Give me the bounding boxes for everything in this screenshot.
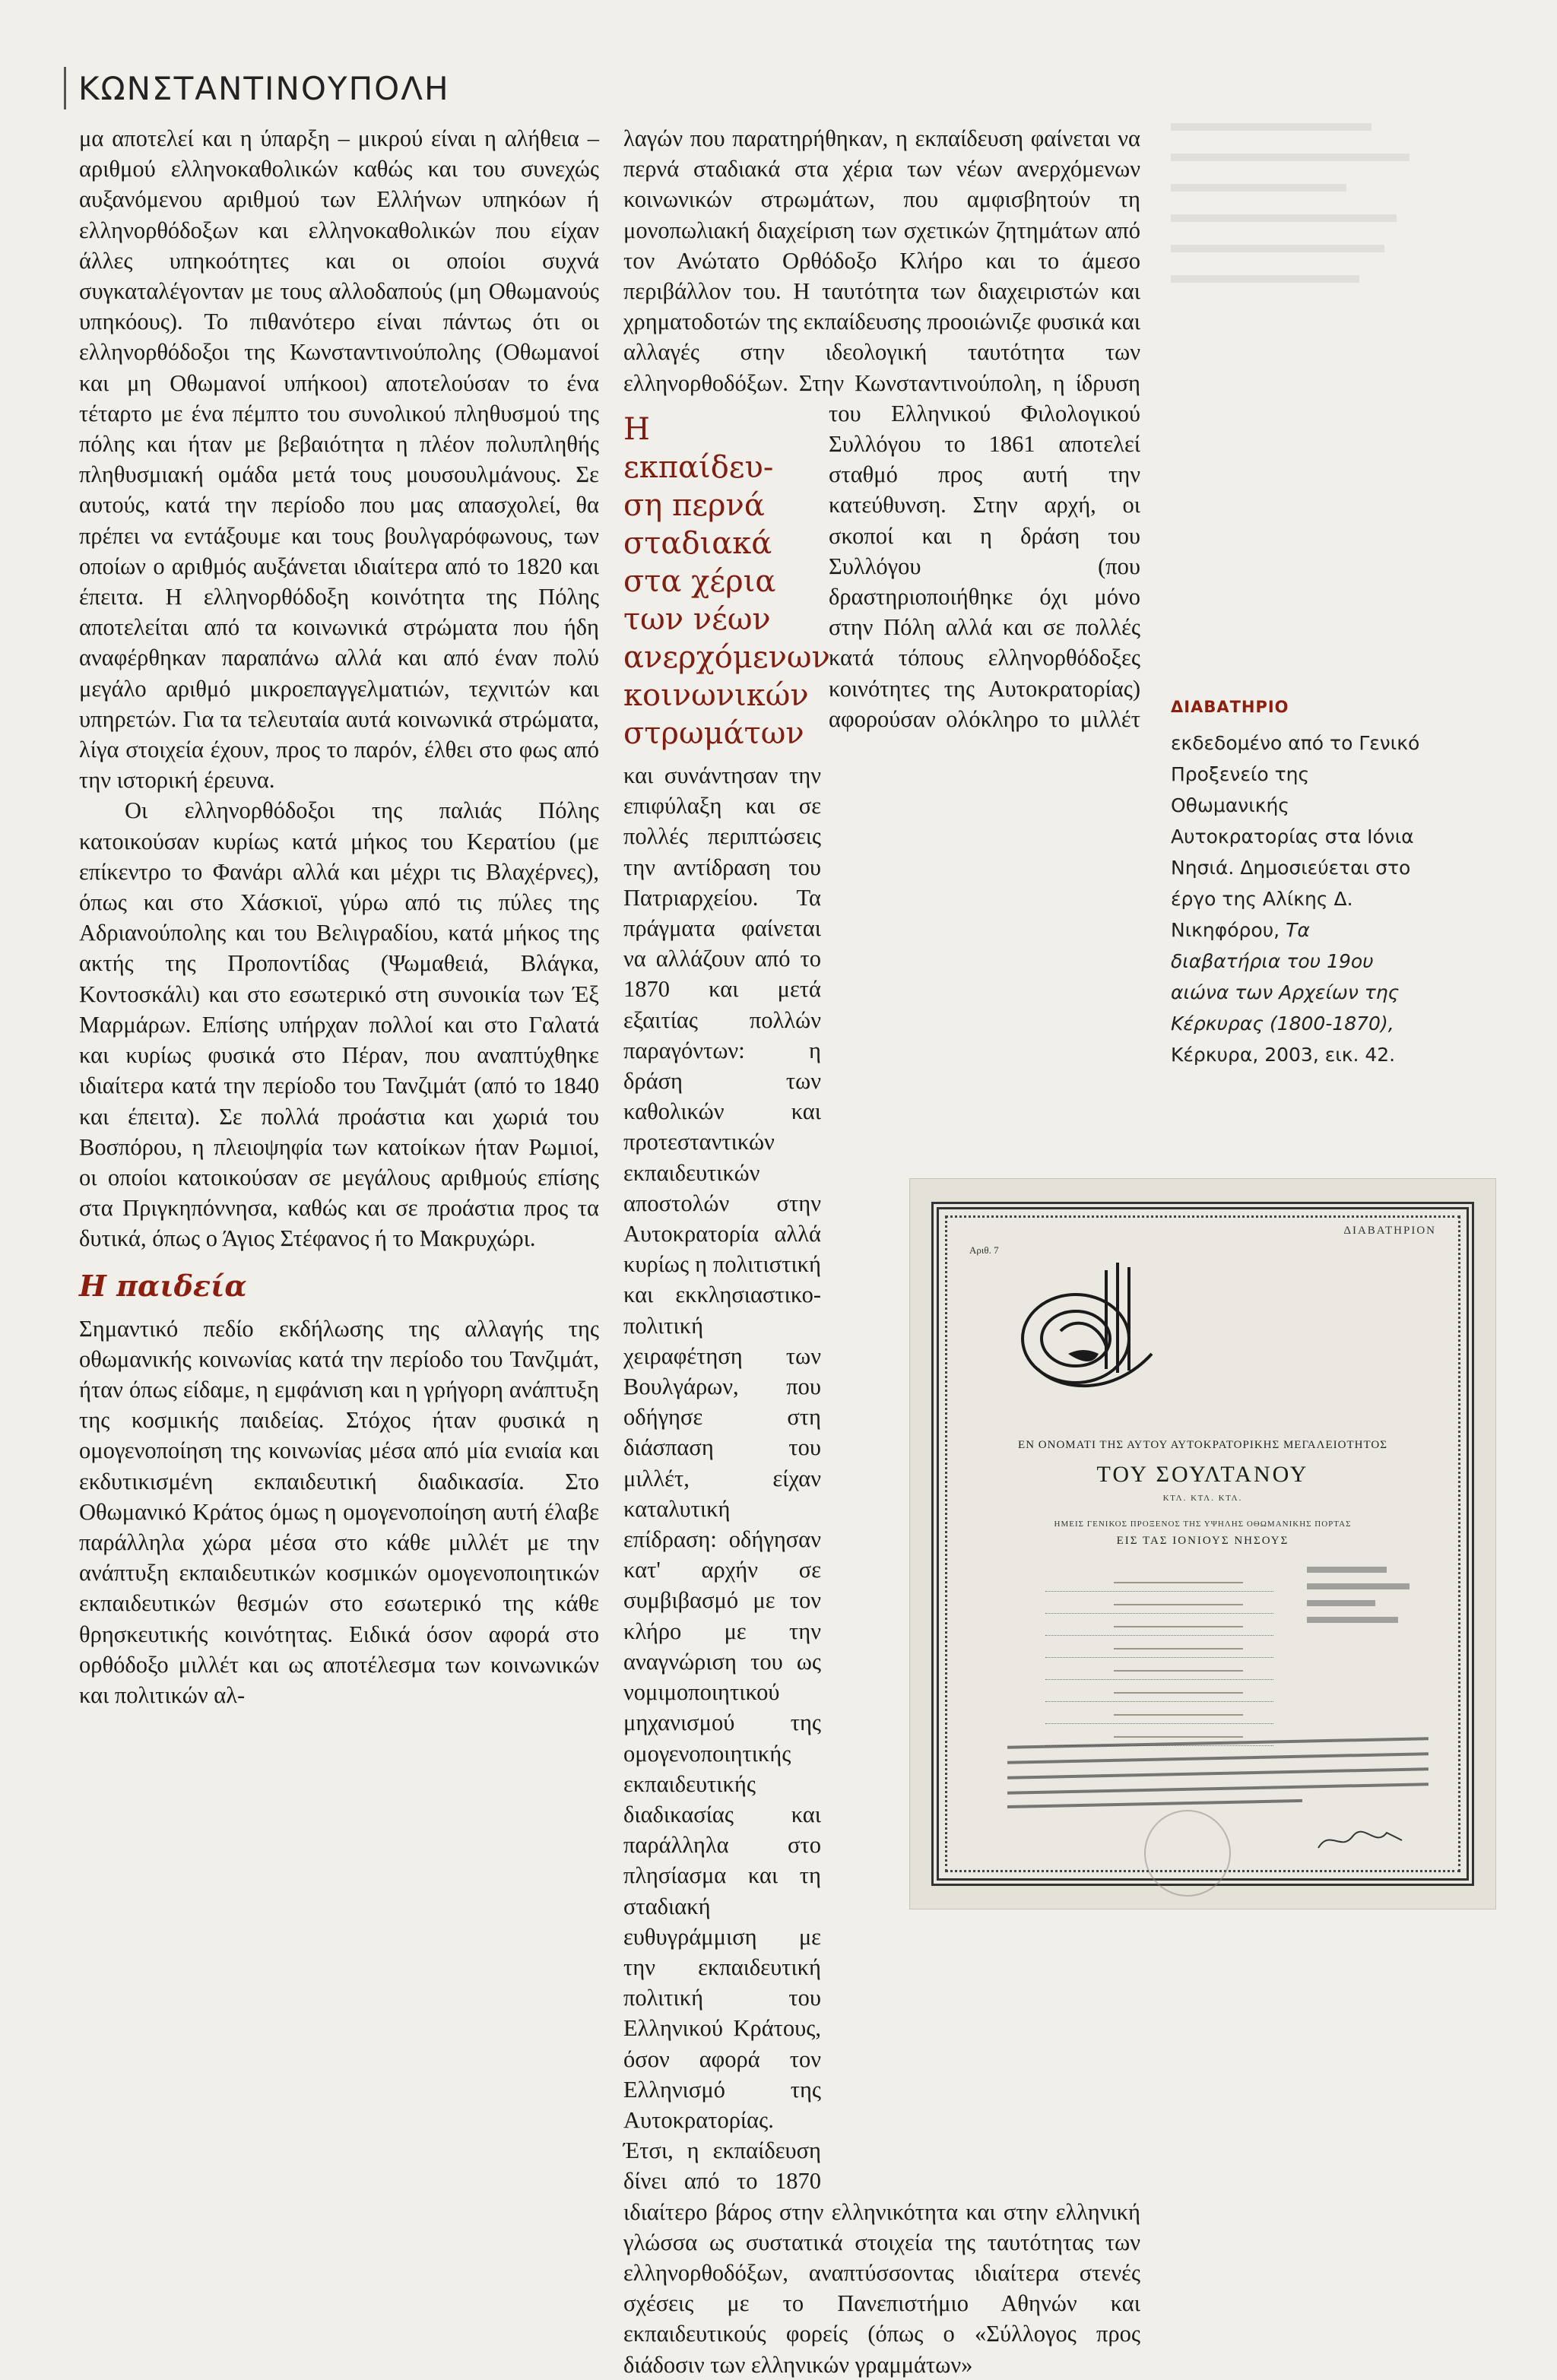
passport-image (909, 1178, 1496, 1909)
section-heading: Η παιδεία (79, 1268, 247, 1303)
passport-seal (1144, 1810, 1231, 1897)
pullquote-line: στρωμάτων (623, 716, 804, 751)
header-rule (64, 67, 66, 109)
passport-frame (931, 1202, 1474, 1886)
passport-ref: Αριθ. 7 (969, 1244, 999, 1256)
passport-line-5: ΕΙΣ ΤΑΣ ΙΟΝΙΟΥΣ ΝΗΣΟΥΣ (1116, 1535, 1289, 1547)
bleed-through-text (1171, 123, 1422, 397)
passport-corner-title: ΔΙΑΒΑΤΗΡΙΟΝ (1343, 1225, 1436, 1237)
signature-icon (1314, 1825, 1406, 1856)
passport-right-notes (1307, 1567, 1421, 1634)
passport-line-4: ΗΜΕΙΣ ΓΕΝΙΚΟΣ ΠΡΟΞΕΝΟΣ ΤΗΣ ΥΨΗΛΗΣ ΟΘΩΜΑΝΙΚΗΣ ΠΟΡΤΑΣ (1054, 1520, 1352, 1529)
caption-text: εκδεδομένο από το Γενικό Προξενείο της Οθωμανικής Αυτοκρατορίας στα Ιόνια Νησιά. Δημοσιεύεται στο έργο της Αλίκης Δ. Νικηφόρου, (1171, 732, 1420, 941)
left-paragraph-3: Σημαντικό πεδίο εκδήλωσης της αλλαγής της οθωμανικής κοινωνίας κατά την περίοδο του Τανζιμάτ, ήταν όπως είδαμε, η εμφάνιση και η γρήγορη ανάπτυξη της κοσμικής παιδείας. Στόχος ήταν φυσικά η ομογενοποίηση της κοινωνίας μέσα από μία ενιαία και εκδυτικισμένη εκπαιδευτική διαδικασία. Στο Οθωμανικό Κράτος όμως η ομογενοποίηση αυτή έλαβε παράλληλα χώρα μέσα στο κάθε μιλλέτ με την ανάπτυξη εκπαιδευτικών κοσμικών ομογενοποιητικών εκπαιδευτικών θεσμών στο εσωτερικό της κάθε θρησκευτικής κοινότητας. Ειδικά όσον αφορά στο ορθόδοξο μιλλέτ και ως αποτέλεσμα των κοινωνικών και πολιτικών αλ- (79, 1315, 599, 1708)
middle-paragraph: λαγών που παρατηρήθηκαν, η εκπαίδευση φαίνεται να περνά σταδιακά στα χέρια των νέων ανερχόμενων κοινωνικών στρωμάτων, που αμφισβητούν τη μονοπωλιακή διαχείριση των σχετικών ζητημάτων από τον Ανώτατο Ορθόδοξο Κλήρο και το άμεσο περιβάλλον του. Η ταυτότητα των διαχειριστών και χρηματοδοτών της εκπαίδευσης προοιώνιζε φυσικά και αλλαγές στην ιδεολογική ταυτότητα των ελληνορθοδόξων. Στην Κωνσταντινούπολη, η ίδρυση του Ελληνικού Φιλολογικού Συλλόγου το 1861 αποτελεί σταθμό προς αυτή την κατεύθυνση. Στην αρχή, οι σκοποί και η δράση του Συλλόγου (που δραστηριοποιήθηκε όχι μόνο στην Πόλη αλλά και σε πολλές κατά τόπους ελληνορθόδοξες κοινότητες της Αυτοκρατορίας) αφορούσαν ολόκληρο το μιλλέτ και συνάντησαν την επιφύλαξη και σε πολλές περιπτώσεις την αντίδραση του Πατριαρχείου. Τα πράγματα φαίνεται να αλλάζουν από το 1870 και μετά εξαιτίας πολλών παραγόντων: η δράση των καθολικών και προτεσταντικών εκπαιδευτικών αποστολών στην Αυτοκρατορία αλλά κυρίως η πολιτιστική και εκκλησιαστικο-πολιτική χειραφέτηση των Βουλγάρων, που οδήγησε στη διάσπαση του μιλλέτ, είχαν καταλυτική επίδραση: οδήγησαν κατ' αρχήν σε συμβιβασμό με τον κλήρο με την αναγνώριση του ως νομιμοποιητικού μηχανισμού της ομογενοποιητικής εκπαιδευτικής διαδικασίας και παράλληλα στο πλησίασμα και τη σταδιακή ευθυγράμμιση με την εκπαιδευτική πολιτική του Ελληνικού Κράτους, όσον αφορά τον Ελληνισμό της Αυτοκρατορίας. Έτσι, η εκπαίδευση δίνει από το 1870 ιδιαίτερο βάρος στην ελληνικότητα και στην ελληνική γλώσσα ως συστατικά στοιχεία της ταυτότητας των ελληνορθοδόξων, αναπτύσσοντας ιδιαίτερα στενές σχέσεις με το Πανεπιστήμιο Αθηνών και εκπαιδευτικούς φορείς (όπως ο «Σύλλογος προς διάδοσιν των ελληνικών γραμμάτων» (623, 125, 1140, 2378)
passport-line-3: ΚΤΛ. ΚΤΛ. ΚΤΛ. (1162, 1494, 1243, 1503)
pullquote-line: κοινωνικών (623, 678, 809, 713)
figure-caption (1171, 692, 1422, 1070)
left-paragraph-2: Οι ελληνορθόδοξοι της παλιάς Πόλης κατοικούσαν κυρίως κατά μήκος του Κερατίου (με επίκεντρο το Φανάρι αλλά και μέχρι τις Βλαχέρνες), όπως και στο Χάσκιοϊ, γύρω από τις πύλες της Αδριανούπολης και του Βελιγραδίου, κατά μήκος της ακτής της Προποντίδας (Ψωμαθειά, Βλάγκα, Κοντοσκάλι) και στο εσωτερικό στη συνοικία των Έξ Μαρμάρων. Επίσης υπήρχαν πολλοί και στο Γαλατά και κυρίως φυσικά στο Πέραν, που αναπτύχθηκε ιδιαίτερα κατά την περίοδο του Τανζιμάτ (από το 1840 και έπειτα). Σε πολλά προάστια και χωριά του Βοσπόρου, η πλειοψηφία των κατοίκων ήταν Ρωμιοί, οι οποίοι κατοικούσαν σε μεγάλους αριθμούς επίσης στα Πριγκηπόννησα, καθώς και σε προάστια προς τα δυτικά, όπως ο Άγιος Στέφανος ή το Μακρυχώρι. (79, 797, 599, 1252)
caption-title: ΔΙΑΒΑΤΗΡΙΟ (1171, 698, 1289, 716)
tughra-icon (992, 1240, 1175, 1422)
left-paragraph-1: μα αποτελεί και η ύπαρξη – μικρού είναι η αλήθεια – αριθμού ελληνοκαθολικών καθώς και του συνεχώς αυξανόμενου αριθμού των Ελλήνων υπηκόων ή ελληνορθόδοξων και ελληνοκαθολικών που είχαν άλλες υπηκοότητες και οι οποίοι συχνά συγκαταλέγονταν με τους αλλοδαπούς (μη Οθωμανούς υπηκόους). Το πιθανότερο είναι πάντως ότι οι ελληνορθόδοξοι της Κωνσταντινούπολης (Οθωμανοί και μη Οθωμανοί υπήκοοι) αποτελούσαν το ένα τέταρτο με ένα πέμπτο του συνολικού πληθυσμού της πόλης και ήταν με βεβαιότητα η πλέον πολυπληθής πληθυσμιακή ομάδα μετά τους μουσουλμάνους. Σε αυτούς, κατά την περίοδο που μας απασχολεί, θα πρέπει να εντάξουμε και τους βουλγαρόφωνους, των οποίων ο αριθμός αυξάνεται ιδιαίτερα από το 1820 και έπειτα. Η ελληνορθόδοξη κοινότητα της Πόλης αποτελείται από τα κοινωνικά στρώματα που ήδη αναφέρθηκαν παραπάνω αλλά και από έναν πολύ μεγάλο αριθμό μικροεπαγγελματιών, τεχνιτών και υπηρετών. Για τα τελευταία αυτά κοινωνικά στρώματα, λίγα στοιχεία έχουν, προς το παρόν, έλθει στο φως από την ιστορική έρευνα. (79, 125, 599, 794)
pullquote-line: των νέων (623, 602, 771, 637)
caption-italic-title: Τα διαβατήρια του 19ου αιώνα των Αρχείων της Κέρκυρας (1800-1870), (1171, 919, 1400, 1035)
passport-body-text (1007, 1741, 1429, 1817)
running-header: ΚΩΝΣΤΑΝΤΙΝΟΥΠΟΛΗ (78, 70, 450, 107)
pullquote-line: ανερχόμενων (623, 640, 830, 675)
left-column (79, 123, 599, 1710)
pullquote (623, 410, 830, 753)
pullquote-line: στα χέρια (623, 564, 776, 599)
passport-line-1: ΕΝ ΟΝΟΜΑΤΙ ΤΗΣ ΑΥΤΟΥ ΑΥΤΟΚΡΑΤΟΡΙΚΗΣ ΜΕΓΑΛΕΙΟΤΗΤΟΣ (1018, 1439, 1387, 1451)
pullquote-line: σταδιακά (623, 526, 772, 561)
passport-fields (1045, 1574, 1273, 1751)
pullquote-line: Η εκπαίδευ- (623, 412, 774, 485)
pullquote-line: ση περνά (623, 488, 765, 523)
caption-tail: Κέρκυρα, 2003, εικ. 42. (1171, 1044, 1396, 1066)
passport-line-2: ΤΟΥ ΣΟΥΛΤΑΝΟΥ (1096, 1462, 1309, 1487)
